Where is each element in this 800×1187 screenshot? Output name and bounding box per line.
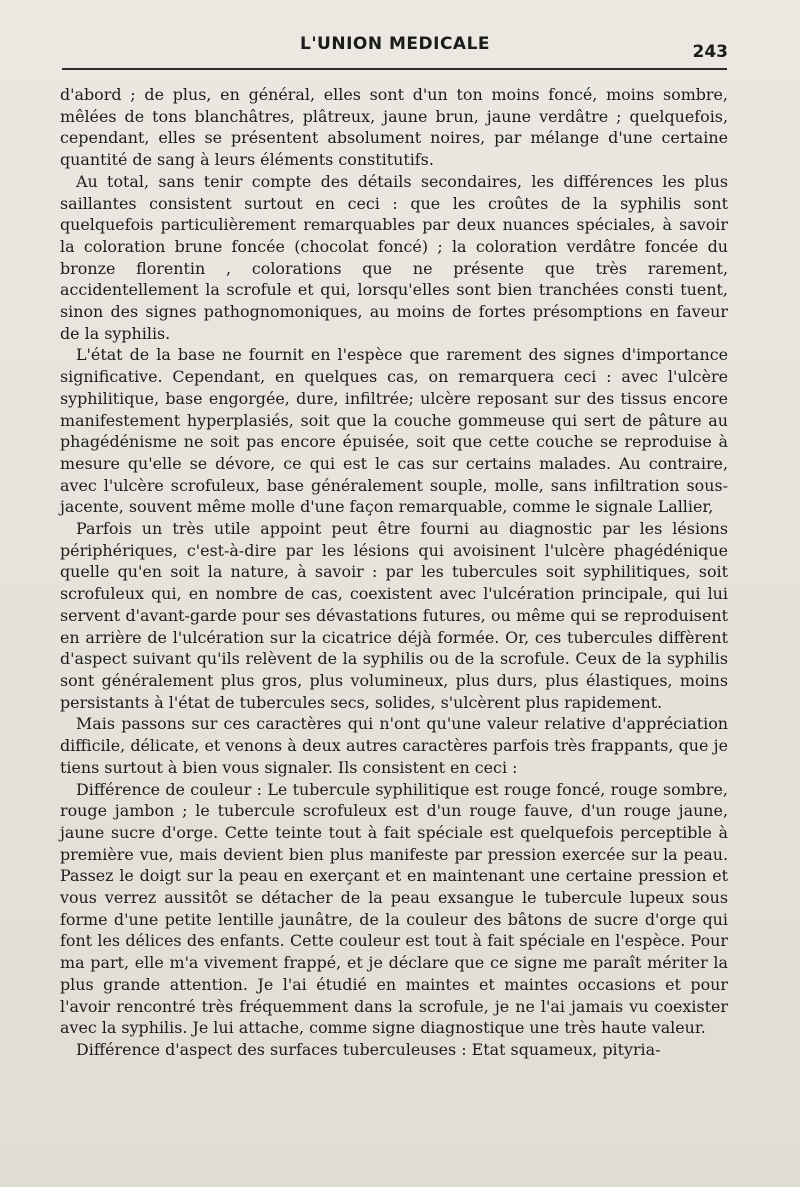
running-title: L'UNION MEDICALE [300, 34, 491, 54]
paragraph-7: Différence d'aspect des surfaces tuberculeuses : Etat squameux, pityria- [76, 1039, 661, 1059]
paragraph-1: d'abord ; de plus, en général, elles sont d'un ton moins foncé, moins sombre, mêlées de tons blanchâtres, plâtreux, jaune brun, jaune verdâtre ; quelquefois, cependant, elles se présentent absolument noires, par mélange d'une certaine quantité de sang à leurs éléments constitutifs. [60, 85, 728, 170]
body-text [60, 84, 728, 1061]
paragraph-4: Parfois un très utile appoint peut être fourni au diagnostic par les lésions périphériques, c'est-à-dire par les lésions qui avoisinent l'ulcère phagédénique quelle qu'en soit la nature, à savoir : par les tubercules soit syphilitiques, soit scrofuleux qui, en nombre de cas, coexistent avec l'ulcération principale, qui lui servent d'avant-garde pour ses dévastations futures, ou même qui se reproduisent en arrière de l'ulcération sur la cicatrice déjà formée. Or, ces tubercules diffèrent d'aspect suivant qu'ils relèvent de la syphilis ou de la scrofule. Ceux de la syphilis sont généralement plus gros, plus volumineux, plus durs, plus élastiques, moins persistants à l'état de tubercules secs, solides, s'ulcèrent plus rapidement. [60, 519, 728, 712]
paragraph-6: Différence de couleur : Le tubercule syphilitique est rouge foncé, rouge sombre, rouge jambon ; le tubercule scrofuleux est d'un rouge fauve, d'un rouge jaune, jaune sucre d'orge. Cette teinte tout à fait spéciale est quelquefois perceptible à première vue, mais devient bien plus manifeste par pression exercée sur la peau. Passez le doigt sur la peau en exerçant et en maintenant une certaine pression et vous verrez aussitôt se détacher de la peau exsangue le tubercule lupeux sous forme d'une petite lentille jaunâtre, de la couleur des bâtons de sucre d'orge qui font les délices des enfants. Cette couleur est tout à fait spéciale en l'espèce. Pour ma part, elle m'a vivement frappé, et je déclare que ce signe me paraît mériter la plus grande attention. Je l'ai étudié en maintes et maintes occasions et pour l'avoir rencontré très fréquemment dans la scrofule, je ne l'ai jamais vu coexister avec la syphilis. Je lui attache, comme signe diagnostique une très haute valeur. [60, 779, 728, 1038]
header-rule [62, 68, 727, 70]
page-number: 243 [692, 42, 728, 62]
paragraph-3: L'état de la base ne fournit en l'espèce que rarement des signes d'importance significative. Cependant, en quelques cas, on remarquera ceci : avec l'ulcère syphilitique, base engorgée, dure, infiltrée; ulcère reposant sur des tissus encore manifestement hyperplasiés, soit que la couche gommeuse qui sert de pâture au phagédénisme ne soit pas encore épuisée, soit que cette couche se reproduise à mesure qu'elle se dévore, ce qui est le cas sur certains malades. Au contraire, avec l'ulcère scrofuleux, base généralement souple, molle, sans infiltration sous-jacente, souvent même molle d'une façon remarquable, comme le signale Lallier, [60, 345, 728, 517]
paragraph-5: Mais passons sur ces caractères qui n'ont qu'une valeur relative d'appréciation difficile, délicate, et venons à deux autres caractères parfois très frappants, que je tiens surtout à bien vous signaler. Ils consistent en ceci : [60, 714, 728, 777]
page-header [60, 34, 736, 64]
paragraph-2: Au total, sans tenir compte des détails secondaires, les différences les plus saillantes consistent surtout en ceci : que les croûtes de la syphilis sont quelquefois particulièrement remarquables par deux nuances spéciales, à savoir la coloration brune foncée (chocolat foncé) ; la coloration verdâtre foncée du bronze florentin , colorations que ne présente que très rarement, accidentellement la scrofule et qui, lorsqu'elles sont bien tranchées consti tuent, sinon des signes pathognomoniques, au moins de fortes présomptions en faveur de la syphilis. [60, 171, 728, 343]
